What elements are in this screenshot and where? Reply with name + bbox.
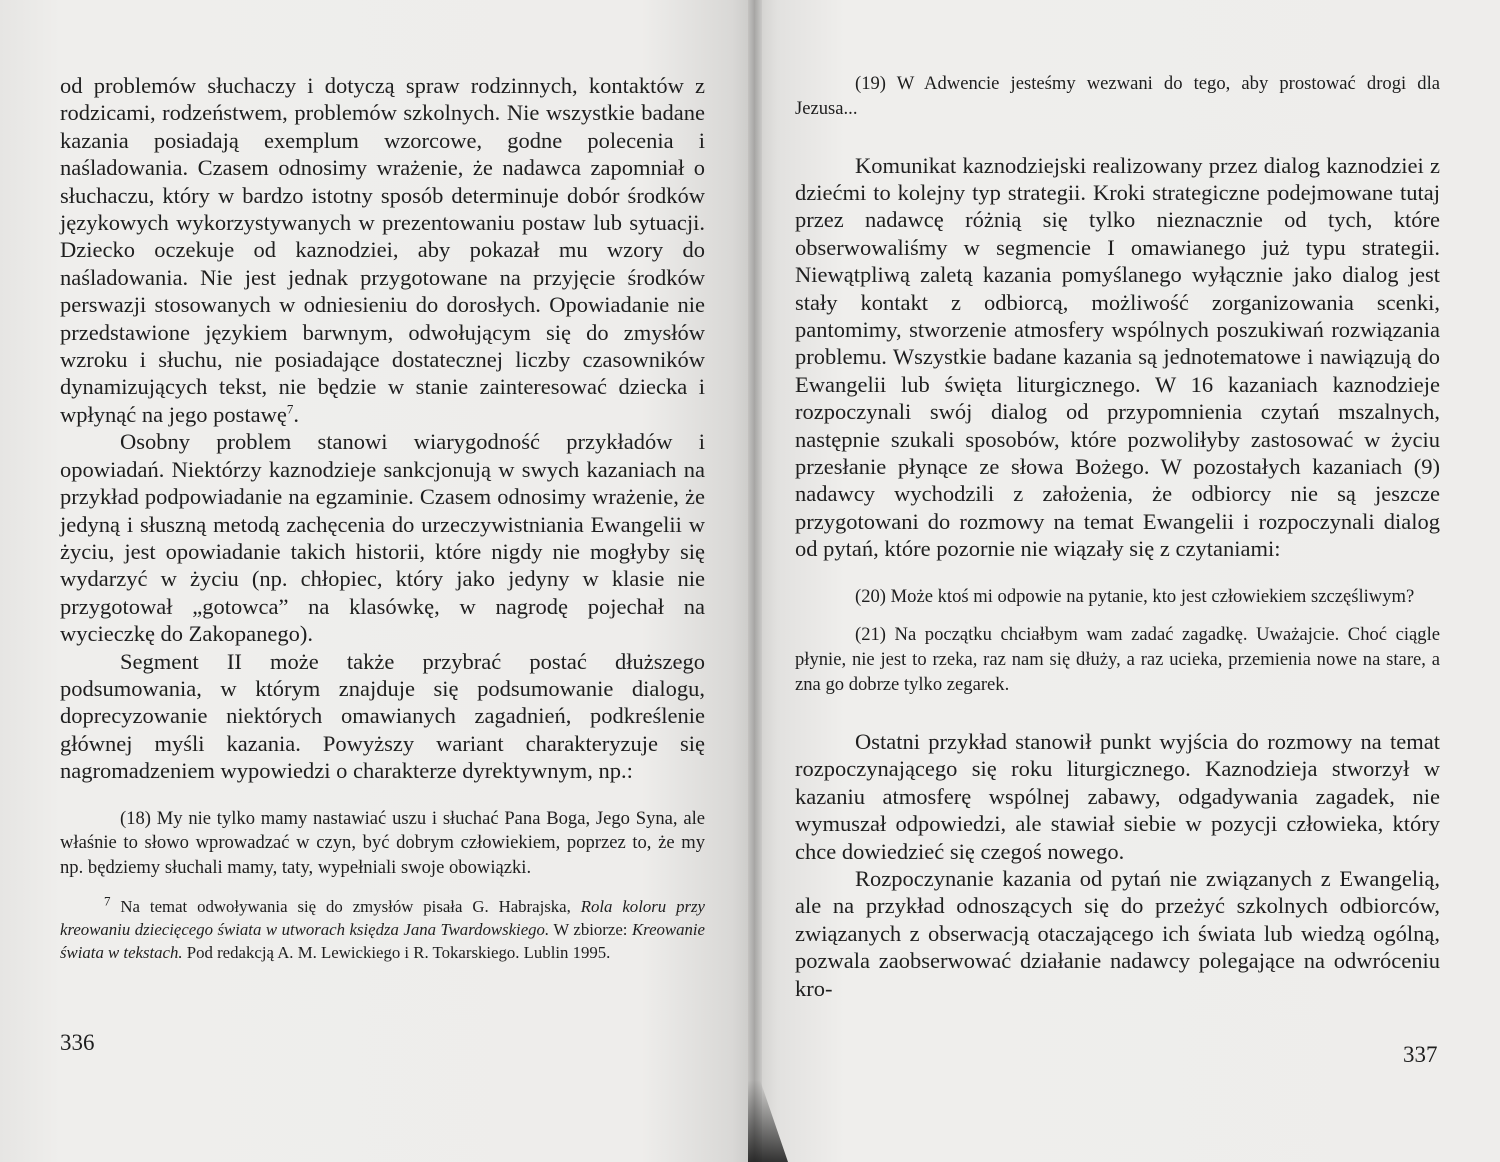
- book-gutter: [748, 0, 762, 1162]
- footnote-title-italic: Rola koloru przy kreowaniu dziecięcego świata w utworach księdza Jana Twardowskiego.: [60, 896, 705, 939]
- body-paragraph: Ostatni przykład stanowił punkt wyjścia do rozmowy na temat rozpoczynającego się roku liturgicznego. Kaznodzieja stworzył w kazaniu atmosferę wspólnej zabawy, odgadywania zagadek, nie wymuszał odpowiedzi, ale stawiał siebie w pozycji człowieka, który chce dowiedzieć się czegoś nowego.: [795, 728, 1440, 864]
- paragraph-text: od problemów słuchaczy i dotyczą spraw rodzinnych, kontaktów z rodzicami, rodzeństwem, problemów szkolnych. Nie wszystkie badane kazania posiadają exemplum wzorcowe, godne polecenia i naśladowania. Czasem odnosimy wrażenie, że nadawca zapomniał o słuchaczu, który w bardzo istotny sposób determinuje dobór środków językowych wykorzystywanych w prezentowaniu postaw lub sytuacji. Dziecko oczekuje od kaznodziei, aby pokazał mu wzory do naśladowania. Nie jest jednak przygotowane na przyjęcie środków perswazji stosowanych w odniesieniu do dorosłych. Opowiadanie nie przedstawione językiem barwnym, odwołującym się do zmysłów wzroku i słuchu, nie posiadające dostatecznej liczby czasowników dynamizujących tekst, nie będzie w stanie zainteresować dziecka i wpłynąć na jego postawę: [60, 73, 705, 427]
- spacer: [795, 563, 1440, 585]
- body-paragraph: Osobny problem stanowi wiarygodność przykładów i opowiadań. Niektórzy kaznodzieje sankcjonują w swych kazaniach na przykład podpowiadanie na egzaminie. Czasem odnosimy wrażenie, że jedyną i słuszną metodą zachęcenia do urzeczywistniania Ewangelii w życiu, jest opowiadanie takich historii, które nigdy nie mogłyby się wydarzyć w życiu (np. chłopiec, który jako jedyny w klasie nie przygotował „gotowca” na klasówkę, w nagrodę pojechał na wycieczkę do Zakopanego).: [60, 429, 705, 647]
- right-page: [755, 0, 1500, 1162]
- spacer: [60, 881, 705, 895]
- example-20: (20) Może ktoś mi odpowie na pytanie, kto jest człowiekiem szczęśliwym?: [855, 585, 1415, 607]
- body-paragraph: Komunikat kaznodziejski realizowany przez dialog kaznodziei z dziećmi to kolejny typ strategii. Kroki strategiczne podejmowane tutaj przez nadawcę różnią się tylko nieznacznie od tych, które obserwowaliśmy w segmencie I omawianego już typu strategii. Niewątpliwą zaletą kazania pomyślanego wyłącznie jako dialog jest stały kontakt z odbiorcą, możliwość zorganizowania scenki, pantomimy, stworzenie atmosfery wspólnych poszukiwań rozwiązania problemu. Wszystkie badane kazania są jednotematowe i nawiązują do Ewangelii lub święta liturgicznego. W 16 kazaniach kaznodzieje rozpoczynali swój dialog od przypomnienia czytań mszalnych, następnie szukali sposobów, które pozwoliłyby zastosować w życiu przesłanie płynące ze słowa Bożego. W pozostałych kazaniach (9) nadawcy wychodzili z założenia, że odbiorcy nie są jeszcze przygotowani do rozmowy na temat Ewangelii i rozpoczynali dialog od pytań, które pozornie nie wiązały się z czytaniami:: [795, 152, 1440, 562]
- left-page-body: [60, 72, 705, 964]
- spacer: [795, 609, 1440, 623]
- page-number-right: 337: [1403, 1042, 1438, 1067]
- footnote-7: [60, 895, 705, 964]
- spacer: [795, 698, 1440, 728]
- example-21: (21) Na początku chciałbym wam zadać zagadkę. Uważajcie. Choć ciągle płynie, nie jest to rzeka, raz nam się dłuży, a raz ucieka, przemienia nowe na stare, a zna go dobrze tylko zegarek.: [795, 624, 1440, 696]
- footnote-text: Pod redakcją A. M. Lewickiego i R. Tokarskiego. Lublin 1995.: [182, 942, 611, 962]
- page-number-left: 336: [60, 1030, 95, 1055]
- footnote-reference: 7: [286, 401, 294, 417]
- footnote-mark: 7: [104, 893, 111, 909]
- body-paragraph: od problemów słuchaczy i dotyczą spraw rodzinnych, kontaktów z rodzicami, rodzeństwem, problemów szkolnych. Nie wszystkie badane kazania posiadają exemplum wzorcowe, godne polecenia i naśladowania. Czasem odnosimy wrażenie, że nadawca zapomniał o słuchaczu, który w bardzo istotny sposób determinuje dobór środków językowych wykorzystywanych w prezentowaniu postaw lub sytuacji. Dziecko oczekuje od kaznodziei, aby pokazał mu wzory do naśladowania. Nie jest jednak przygotowane na przyjęcie środków perswazji stosowanych w odniesieniu do dorosłych. Opowiadanie nie przedstawione językiem barwnym, odwołującym się do zmysłów wzroku i słuchu, nie posiadające dostatecznej liczby czasowników dynamizujących tekst, nie będzie w stanie zainteresować dziecka i wpłynąć na jego postawę$^7$.: [60, 73, 705, 427]
- spacer: [60, 785, 705, 807]
- body-paragraph: Segment II może także przybrać postać dłuższego podsumowania, w którym znajduje się podsumowanie dialogu, doprecyzowanie niektórych omawianych zagadnień, podkreślenie głównej myśli kazania. Powyższy wariant charakteryzuje się nagromadzeniem wypowiedzi o charakterze dyrektywnym, np.:: [60, 648, 705, 784]
- footnote-text: W zbiorze:: [549, 919, 632, 939]
- example-19: (19) W Adwencie jesteśmy wezwani do tego, aby prostować drogi dla Jezusa...: [795, 73, 1440, 119]
- spacer: [795, 122, 1440, 152]
- footnote-text: Na temat odwoływania się do zmysłów pisała G. Habrajska,: [110, 896, 581, 916]
- footnote-collection-italic: Kreowanie świata w tekstach.: [60, 919, 706, 962]
- example-18: (18) My nie tylko mamy nastawiać uszu i słuchać Pana Boga, Jego Syna, ale właśnie to słowo wprowadzać w czyn, być dobrym człowiekiem, poprzez to, że my np. będziemy słuchali mamy, taty, wypełniali swoje obowiązki.: [60, 807, 705, 879]
- right-page-body: [795, 72, 1440, 1002]
- body-paragraph: Rozpoczynanie kazania od pytań nie związanych z Ewangelią, ale na przykład odnoszących się do przeżyć szkolnych odbiorców, związanych z obserwacją otaczającego ich świata lub wiedzą ogólną, pozwala zaobserwować działanie nadawcy polegające na odwróceniu kro-: [795, 865, 1440, 1001]
